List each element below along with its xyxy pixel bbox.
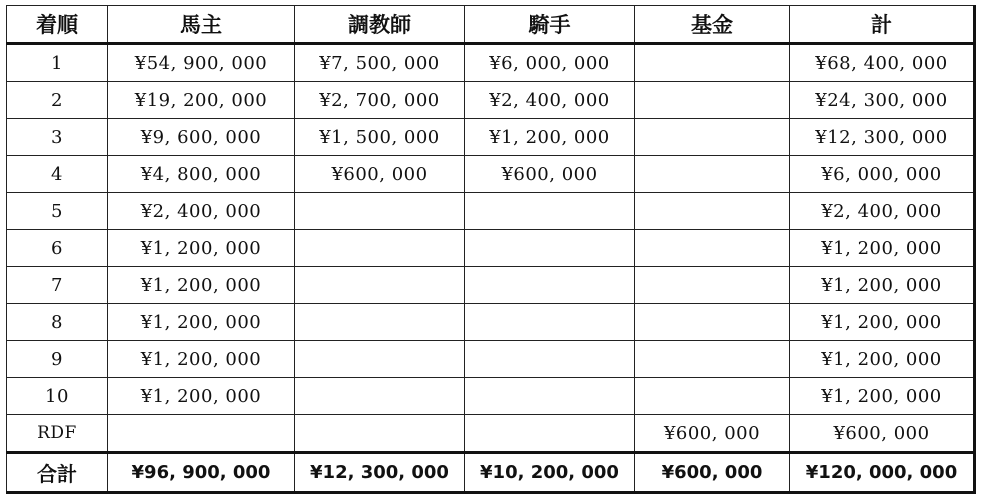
cell-jockey: ¥1, 200, 000 (465, 119, 635, 156)
cell-fund (635, 378, 790, 415)
cell-rank: 9 (7, 341, 108, 378)
cell-trainer (295, 267, 465, 304)
cell-rank: 1 (7, 44, 108, 82)
table-row (7, 156, 975, 193)
cell-trainer (295, 341, 465, 378)
table-row (7, 119, 975, 156)
prize-money-table (6, 5, 976, 494)
cell-trainer: ¥2, 700, 000 (295, 82, 465, 119)
cell-trainer: ¥7, 500, 000 (295, 44, 465, 82)
cell-jockey (465, 267, 635, 304)
total-owner: ¥96, 900, 000 (108, 453, 295, 493)
header-trainer: 調教師 (295, 6, 465, 44)
header-owner: 馬主 (108, 6, 295, 44)
table-row (7, 44, 975, 82)
table-body (7, 44, 975, 453)
header-fund: 基金 (635, 6, 790, 44)
header-jockey: 騎手 (465, 6, 635, 44)
cell-jockey: ¥2, 400, 000 (465, 82, 635, 119)
total-fund: ¥600, 000 (635, 453, 790, 493)
table-row (7, 378, 975, 415)
table-row (7, 230, 975, 267)
cell-trainer: ¥1, 500, 000 (295, 119, 465, 156)
cell-jockey (465, 304, 635, 341)
cell-owner: ¥1, 200, 000 (108, 341, 295, 378)
cell-trainer (295, 378, 465, 415)
cell-total: ¥1, 200, 000 (790, 341, 975, 378)
cell-rank: 2 (7, 82, 108, 119)
cell-rank: 7 (7, 267, 108, 304)
cell-owner: ¥2, 400, 000 (108, 193, 295, 230)
cell-jockey: ¥600, 000 (465, 156, 635, 193)
cell-rank: 6 (7, 230, 108, 267)
cell-owner: ¥4, 800, 000 (108, 156, 295, 193)
total-row (7, 453, 975, 493)
total-grand: ¥120, 000, 000 (790, 453, 975, 493)
total-trainer: ¥12, 300, 000 (295, 453, 465, 493)
cell-owner: ¥1, 200, 000 (108, 267, 295, 304)
cell-rank: 4 (7, 156, 108, 193)
cell-fund (635, 341, 790, 378)
header-row (7, 6, 975, 44)
cell-total: ¥24, 300, 000 (790, 82, 975, 119)
cell-owner: ¥54, 900, 000 (108, 44, 295, 82)
cell-jockey (465, 230, 635, 267)
cell-total: ¥600, 000 (790, 415, 975, 453)
cell-total: ¥2, 400, 000 (790, 193, 975, 230)
cell-total: ¥1, 200, 000 (790, 304, 975, 341)
cell-fund (635, 267, 790, 304)
table-row (7, 341, 975, 378)
table-row (7, 415, 975, 453)
cell-owner: ¥9, 600, 000 (108, 119, 295, 156)
cell-trainer (295, 415, 465, 453)
table-footer (7, 453, 975, 493)
cell-fund: ¥600, 000 (635, 415, 790, 453)
cell-rank: RDF (7, 415, 108, 453)
cell-rank: 3 (7, 119, 108, 156)
cell-owner: ¥1, 200, 000 (108, 230, 295, 267)
table-row (7, 304, 975, 341)
table-row (7, 193, 975, 230)
cell-rank: 8 (7, 304, 108, 341)
header-rank: 着順 (7, 6, 108, 44)
table-row (7, 267, 975, 304)
table-row (7, 82, 975, 119)
cell-fund (635, 82, 790, 119)
cell-total: ¥12, 300, 000 (790, 119, 975, 156)
cell-jockey: ¥6, 000, 000 (465, 44, 635, 82)
cell-total: ¥1, 200, 000 (790, 267, 975, 304)
cell-fund (635, 230, 790, 267)
cell-total: ¥1, 200, 000 (790, 378, 975, 415)
cell-rank: 5 (7, 193, 108, 230)
cell-total: ¥68, 400, 000 (790, 44, 975, 82)
cell-fund (635, 156, 790, 193)
cell-owner: ¥1, 200, 000 (108, 378, 295, 415)
cell-jockey (465, 378, 635, 415)
cell-fund (635, 44, 790, 82)
cell-owner (108, 415, 295, 453)
total-label: 合計 (7, 453, 108, 493)
cell-fund (635, 119, 790, 156)
header-total: 計 (790, 6, 975, 44)
cell-owner: ¥1, 200, 000 (108, 304, 295, 341)
cell-owner: ¥19, 200, 000 (108, 82, 295, 119)
cell-jockey (465, 415, 635, 453)
cell-rank: 10 (7, 378, 108, 415)
cell-trainer: ¥600, 000 (295, 156, 465, 193)
cell-trainer (295, 193, 465, 230)
cell-jockey (465, 193, 635, 230)
table-header (7, 6, 975, 44)
cell-jockey (465, 341, 635, 378)
cell-total: ¥1, 200, 000 (790, 230, 975, 267)
cell-total: ¥6, 000, 000 (790, 156, 975, 193)
cell-fund (635, 193, 790, 230)
cell-fund (635, 304, 790, 341)
cell-trainer (295, 230, 465, 267)
cell-trainer (295, 304, 465, 341)
total-jockey: ¥10, 200, 000 (465, 453, 635, 493)
